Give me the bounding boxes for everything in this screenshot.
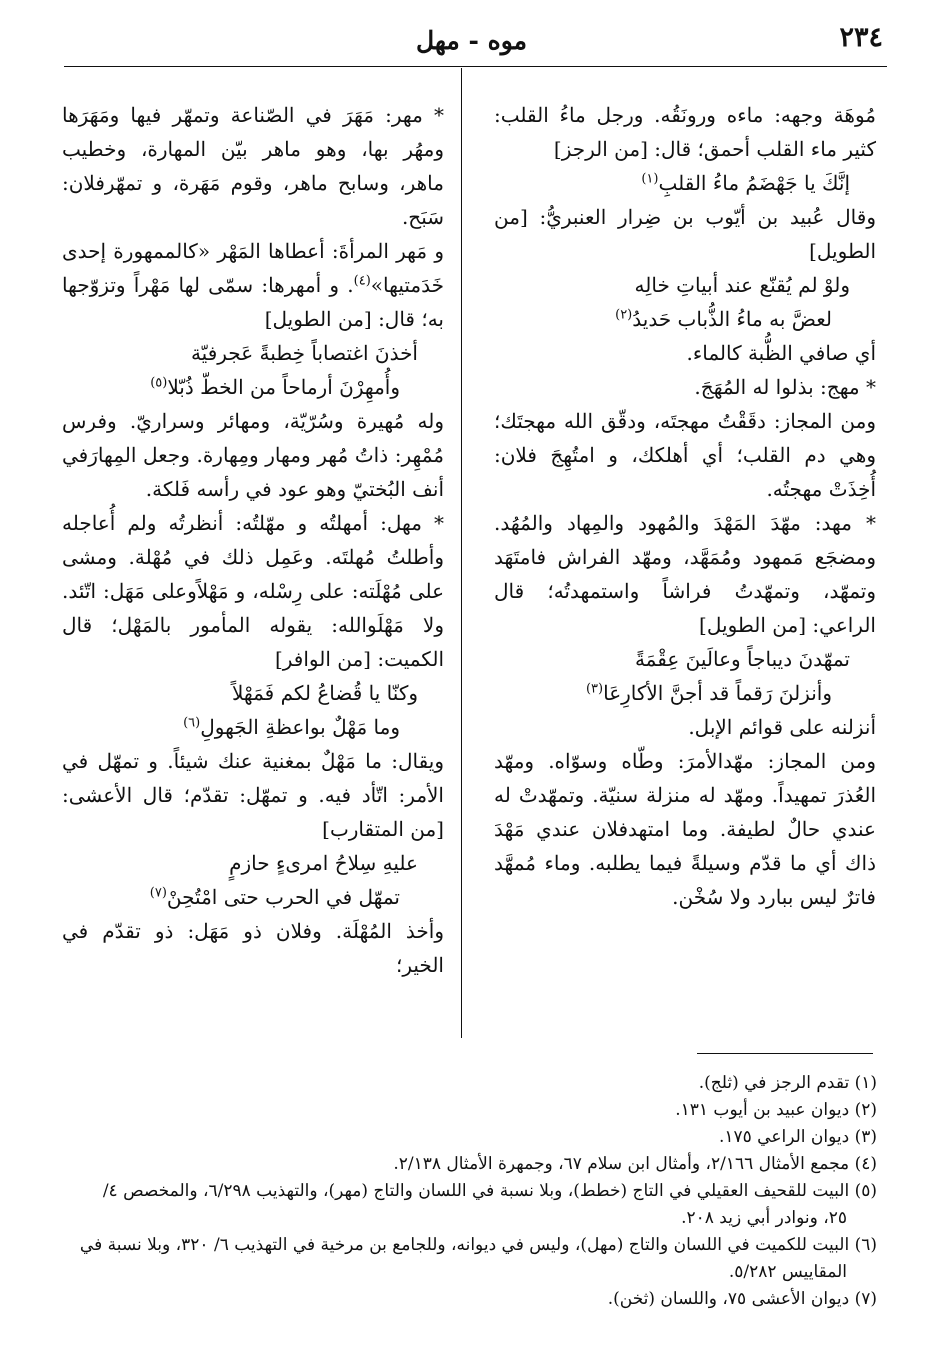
footnote: (١) تقدم الرجز في (ثلج). bbox=[698, 1073, 877, 1093]
footnote: (٧) ديوان الأعشى ٧٥، واللسان (ثخن). bbox=[607, 1289, 877, 1309]
verse-line bbox=[62, 370, 444, 404]
verse-line: عليهِ سِلاحُ امرىءٍ حازمٍ bbox=[229, 851, 418, 875]
entry-text: . و أمهرها: سمّى لها مَهْراً وتزوّجها به؛ قال: [من الطويل] bbox=[62, 273, 444, 331]
footnote: (٣) ديوان الراعي ١٧٥. bbox=[718, 1127, 877, 1147]
verse-line bbox=[62, 710, 444, 744]
footnote-continuation: المقاييس ٥/٢٨٢. bbox=[728, 1262, 847, 1282]
footnote-ref: (٦) bbox=[183, 715, 201, 731]
footnote: (٦) البيت للكميت في اللسان والتاج (مهل)، وليس في ديوانه، وللجامع بن مرخية في التهذيب ٦/ ٣٢٠، وبلا نسبة في bbox=[79, 1235, 877, 1255]
verse-line: ولوْ لم يُقنّع عند أبياتِ خالِه bbox=[634, 273, 850, 297]
footnotes bbox=[62, 1070, 877, 1313]
verse-line bbox=[494, 676, 876, 710]
footnote-rule bbox=[697, 1053, 873, 1054]
entry-paragraph: * مهج: بذلوا له المُهَجَ. bbox=[694, 375, 876, 399]
footnote-ref: (٤) bbox=[353, 273, 371, 289]
footnote-ref: (٣) bbox=[585, 681, 604, 697]
entry-paragraph: ويقال: ما مَهْلٌ بمغنية عنك شيئاً. و تمهّل في الأمر: اتّأد فيه. و تمهّل: تقدّم؛ قال الأعشى: [من المتقارب] bbox=[62, 749, 444, 841]
footnote-ref: (٢) bbox=[615, 307, 633, 323]
footnote-ref: (١) bbox=[641, 171, 659, 187]
entry-paragraph: * مهد: مهّدَ المَهْدَ والمُهود والمِهاد والمُهُد. ومضجَع مَمهود ومُمَهَّد، ومهّد الفراش فامتَهَد وتمهّد، وتمهّدتُ فراشاً واستمهدتُه؛ قال الراعي: [من الطويل] bbox=[494, 511, 876, 637]
verse-line: وكنّا يا قُضاعُ لكم فَمَهْلاً bbox=[231, 681, 418, 705]
footnote: (٤) مجمع الأمثال ٢/١٦٦، وأمثال ابن سلام ٦٧، وجمهرة الأمثال ٢/١٣٨. bbox=[393, 1154, 877, 1174]
verse-line bbox=[494, 302, 876, 336]
verse-text: وأُمهِرْنَ أرماحاً من الخطّ ذُبّلا bbox=[167, 375, 400, 399]
entry-paragraph bbox=[62, 234, 444, 336]
entry-paragraph: وقال عُبيد بن أيّوب بن ضِرار العنبريُّ: [من الطويل] bbox=[494, 205, 876, 263]
right-column bbox=[494, 98, 876, 914]
footnote-ref: (٥) bbox=[150, 375, 168, 391]
entry-paragraph: مُوهَة وجهه: ماءه ورونَقُه. ورجل ماءُ القلب: كثير ماء القلب أحمق؛ قال: [من الرجز] bbox=[494, 103, 876, 161]
page-number: ٢٣٤ bbox=[839, 22, 883, 53]
footnote-ref: (٧) bbox=[149, 885, 167, 901]
entry-paragraph: وأخذ المُهْلَة. وفلان ذو مَهَل: ذو تقدّم في الخير؛ bbox=[62, 919, 444, 977]
footnote-continuation: ٢٥، ونوادر أبي زيد ٢٠٨. bbox=[681, 1208, 847, 1228]
verse-line: أخذنَ اغتصاباً خِطبةً عَجرفيّة bbox=[190, 341, 418, 365]
entry-paragraph: * مهر: مَهَرَ في الصّناعة وتمهّر فيها ومَهَرَها ومهُر بها، وهو ماهر بيّن المهارة، وخطيب ماهر، وسابح ماهر، وقوم مَهَرة، و تمهّرفلان: سَبَح. bbox=[62, 103, 444, 229]
verse-line bbox=[494, 166, 876, 200]
column-divider bbox=[461, 68, 462, 1038]
verse-text: إنَّكَ يا جَهْضَمُ ماءُ القلبِ bbox=[658, 171, 850, 195]
verse-text: تمهّل في الحرب حتى امْتُحِنْ bbox=[166, 885, 400, 909]
entry-paragraph: * مهل: أمهلتُه و مهّلتُه: أنظرتُه ولم أُعاجله وأطلتُ مُهلتَه. وعَمِل ذلك في مُهْلة. ومشى على مُهْلَته: على رِسْله، و مَهْلاًوعلى مَهَل: اتّئد. ولا مَهْلَوالله: يقوله المأمور بالمَهْل؛ قال الكميت: [من الوافر] bbox=[62, 511, 444, 671]
entry-paragraph: ومن المجاز: مهّدالأمرَ: وطّاه وسوّاه. ومهّد العُذرَ تمهيداً. ومهّد له منزلة سنيّة. وتمهّدتْ له عندي حالٌ لطيفة. وما امتهدفلان عندي مَهْدَ ذاك أي ما قدّم وسيلةً فيما يطلبه. وماء مُمهَّد فاترٌ ليس ببارد ولا سُخْن. bbox=[494, 749, 876, 909]
footnote: (٥) البيت للقحيف العقيلي في التاج (خطط)، وبلا نسبة في اللسان والتاج (مهر)، والتهذيب ٦/٢٩٨، والمخصص ٤/ bbox=[102, 1181, 877, 1201]
verse-text: وما مَهْلٌ بواعظةِ الجَهولِ bbox=[200, 715, 400, 739]
verse-text: لعضَّ به ماءُ الذُّباب حَديدُ bbox=[632, 307, 832, 331]
running-head: موه - مهل bbox=[415, 26, 528, 55]
entry-paragraph: ومن المجاز: دقَقْتُ مهجتَه، ودقّق الله مهجتَك؛ وهي دم القلب؛ أي أهلكك، و امتُهِجَ فلان: أُخِذَتْ مهجتُه. bbox=[494, 409, 876, 501]
verse-text: وأنزلنَ رَقماً قد أجنَّ الأكارِعَا bbox=[603, 681, 832, 705]
header-rule bbox=[64, 66, 887, 67]
entry-paragraph: أي صافي الظُّبة كالماء. bbox=[686, 341, 876, 365]
entry-paragraph: وله مُهيرة وسُرّيّة، ومهائر وسراريّ. وفرس مُمْهِر: ذاتُ مُهر ومهار ومِهارة. وجعل المِهارَفي أنف البُختيّ وهو عود في رأسه فَلكة. bbox=[62, 409, 444, 501]
verse-line bbox=[62, 880, 444, 914]
entry-text: و مَهر المرأةَ: أعطاها المَهْر «كالممهورة إحدى خَدَمتيها» bbox=[62, 239, 444, 297]
footnote: (٢) ديوان عبيد بن أيوب ١٣١. bbox=[675, 1100, 877, 1120]
verse-line: تمهّدنَ ديباجاً وعالَينَ عِقْمَةً bbox=[634, 647, 850, 671]
entry-paragraph: أنزلنه على قوائم الإبل. bbox=[688, 715, 876, 739]
left-column bbox=[62, 98, 444, 982]
